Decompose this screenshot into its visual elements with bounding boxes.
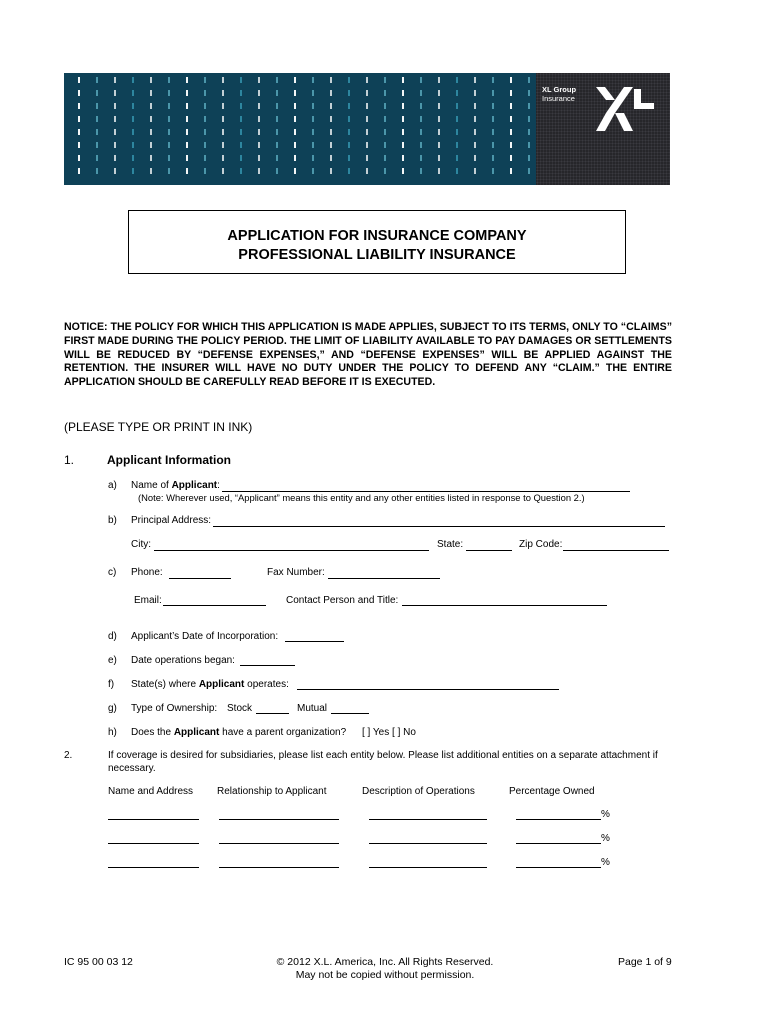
- mutual-field[interactable]: [331, 713, 369, 714]
- phone-field[interactable]: [169, 578, 231, 579]
- banner-stripe: [114, 77, 116, 181]
- logo-line1: XL Group: [542, 85, 577, 94]
- banner-stripe: [348, 77, 350, 181]
- banner-stripe: [294, 77, 296, 181]
- subsidiary-field[interactable]: [108, 867, 199, 868]
- city-field[interactable]: [154, 550, 429, 551]
- operations-began-label: Date operations began:: [131, 655, 235, 666]
- stock-field[interactable]: [256, 713, 289, 714]
- banner-stripe: [204, 77, 206, 181]
- contact-label: Contact Person and Title:: [286, 595, 399, 606]
- item-a-letter: a): [108, 480, 117, 491]
- page-number: Page 1 of 9: [618, 956, 672, 968]
- operations-began-field[interactable]: [240, 665, 295, 666]
- banner-stripe: [96, 77, 98, 181]
- contact-field[interactable]: [402, 605, 607, 606]
- parent-org-label: [131, 727, 346, 739]
- item-g-letter: g): [108, 703, 117, 714]
- banner-stripe: [150, 77, 152, 181]
- incorporation-date-label: Applicant’s Date of Incorporation:: [131, 631, 279, 642]
- column-header-name: Name and Address: [108, 786, 194, 797]
- percent-sign: %: [601, 857, 610, 868]
- form-number: IC 95 00 03 12: [64, 956, 133, 968]
- applicant-note: (Note: Wherever used, “Applicant” means this entity and any other entities listed in response to Question 2.): [138, 492, 585, 503]
- subsidiary-field[interactable]: [219, 819, 339, 820]
- city-label: City:: [131, 539, 151, 550]
- copy-notice: May not be copied without permission.: [295, 969, 475, 981]
- section1-heading: Applicant Information: [107, 453, 231, 467]
- ownership-label: Type of Ownership:: [131, 703, 218, 714]
- zip-field[interactable]: [563, 550, 669, 551]
- logo-line2: Insurance: [542, 94, 575, 103]
- principal-address-field[interactable]: [213, 526, 665, 527]
- label-part: Does the: [131, 727, 174, 738]
- banner-stripe: [186, 77, 188, 181]
- banner-stripe: [438, 77, 440, 181]
- applicant-name-label: [131, 480, 220, 492]
- banner-stripe: [402, 77, 404, 181]
- banner-stripe: [384, 77, 386, 181]
- header-banner: [64, 73, 670, 185]
- label-bold: Applicant: [173, 727, 220, 738]
- label-part: have a parent organization?: [219, 727, 347, 738]
- zip-label: Zip Code:: [519, 539, 563, 550]
- banner-stripe: [474, 77, 476, 181]
- instruction-text: (PLEASE TYPE OR PRINT IN INK): [64, 420, 253, 434]
- subsidiary-field[interactable]: [369, 843, 487, 844]
- label-bold: Applicant: [171, 480, 218, 491]
- banner-stripe: [456, 77, 458, 181]
- parent-org-checkboxes[interactable]: [ ] Yes [ ] No: [362, 727, 416, 738]
- column-header-percentage: Percentage Owned: [509, 786, 595, 797]
- state-field[interactable]: [466, 550, 512, 551]
- email-label: Email:: [134, 595, 162, 606]
- section2-number: 2.: [64, 750, 73, 761]
- section2-text-line1: If coverage is desired for subsidiaries, please list each entity below. Please list additional entities on a separate attachment if: [108, 750, 658, 761]
- percent-sign: %: [601, 809, 610, 820]
- banner-stripe: [528, 77, 530, 181]
- banner-stripe: [312, 77, 314, 181]
- label-bold: Applicant: [198, 679, 245, 690]
- section1-number: 1.: [64, 453, 75, 467]
- subsidiary-field[interactable]: [219, 843, 339, 844]
- label-part: operates:: [244, 679, 289, 690]
- banner-stripe: [78, 77, 80, 181]
- item-b-letter: b): [108, 515, 117, 526]
- notice-paragraph: NOTICE: THE POLICY FOR WHICH THIS APPLICATION IS MADE APPLIES, SUBJECT TO ITS TERMS, ONLY TO “CLAIMS” FIRST MADE DURING THE POLICY PERIOD. THE LIMIT OF LIABILITY AVAILABLE TO PAY DAMAGES OR SETTLEMENTS WILL BE REDUCED BY “DEFENSE EXPENSES,” AND “DEFENSE EXPENSES” WILL BE APPLIED AGAINST THE RETENTION. THE INSURER WILL HAVE NO DUTY UNDER THE POLICY TO DEFEND ANY “CLAIM.” THE ENTIRE APPLICATION SHOULD BE CAREFULLY READ BEFORE IT IS EXECUTED.: [64, 321, 672, 389]
- item-h-letter: h): [108, 727, 117, 738]
- subsidiary-field[interactable]: [369, 867, 487, 868]
- email-field[interactable]: [163, 605, 266, 606]
- label-part: State(s) where: [131, 679, 199, 690]
- subsidiary-field[interactable]: [516, 867, 601, 868]
- item-d-letter: d): [108, 631, 117, 642]
- subsidiary-field[interactable]: [108, 843, 199, 844]
- subsidiary-field[interactable]: [516, 819, 601, 820]
- states-operates-field[interactable]: [297, 689, 559, 690]
- banner-stripe: [132, 77, 134, 181]
- mutual-label: Mutual: [297, 703, 328, 714]
- fax-label: Fax Number:: [267, 567, 325, 578]
- item-e-letter: e): [108, 655, 117, 666]
- banner-stripe: [366, 77, 368, 181]
- banner-stripe: [240, 77, 242, 181]
- states-operates-label: [131, 679, 289, 691]
- title-box: [128, 210, 626, 274]
- item-c-letter: c): [108, 567, 117, 578]
- label-part: Name of: [131, 480, 172, 491]
- fax-field[interactable]: [328, 578, 440, 579]
- copyright: © 2012 X.L. America, Inc. All Rights Reserved.: [276, 956, 494, 968]
- column-header-relationship: Relationship to Applicant: [217, 786, 327, 797]
- subsidiary-field[interactable]: [219, 867, 339, 868]
- phone-label: Phone:: [131, 567, 163, 578]
- state-label: State:: [437, 539, 464, 550]
- subsidiary-field[interactable]: [369, 819, 487, 820]
- banner-stripe: [420, 77, 422, 181]
- percent-sign: %: [601, 833, 610, 844]
- label-part: :: [217, 480, 220, 491]
- banner-stripe: [222, 77, 224, 181]
- page-title-line1: APPLICATION FOR INSURANCE COMPANY: [227, 228, 527, 244]
- banner-stripe: [168, 77, 170, 181]
- incorporation-date-field[interactable]: [285, 641, 344, 642]
- logo-text: [542, 85, 576, 103]
- banner-stripe: [492, 77, 494, 181]
- item-f-letter: f): [108, 679, 115, 690]
- column-header-description: Description of Operations: [362, 786, 475, 797]
- banner-stripe: [510, 77, 512, 181]
- subsidiary-field[interactable]: [516, 843, 601, 844]
- banner-stripe: [330, 77, 332, 181]
- xl-logo-icon: [596, 87, 656, 133]
- banner-stripe: [258, 77, 260, 181]
- banner-stripe: [276, 77, 278, 181]
- principal-address-label: Principal Address:: [131, 515, 212, 526]
- page-title-line2: PROFESSIONAL LIABILITY INSURANCE: [238, 247, 516, 263]
- section2-text-line2: necessary.: [108, 763, 156, 774]
- stock-label: Stock: [227, 703, 253, 714]
- subsidiary-field[interactable]: [108, 819, 199, 820]
